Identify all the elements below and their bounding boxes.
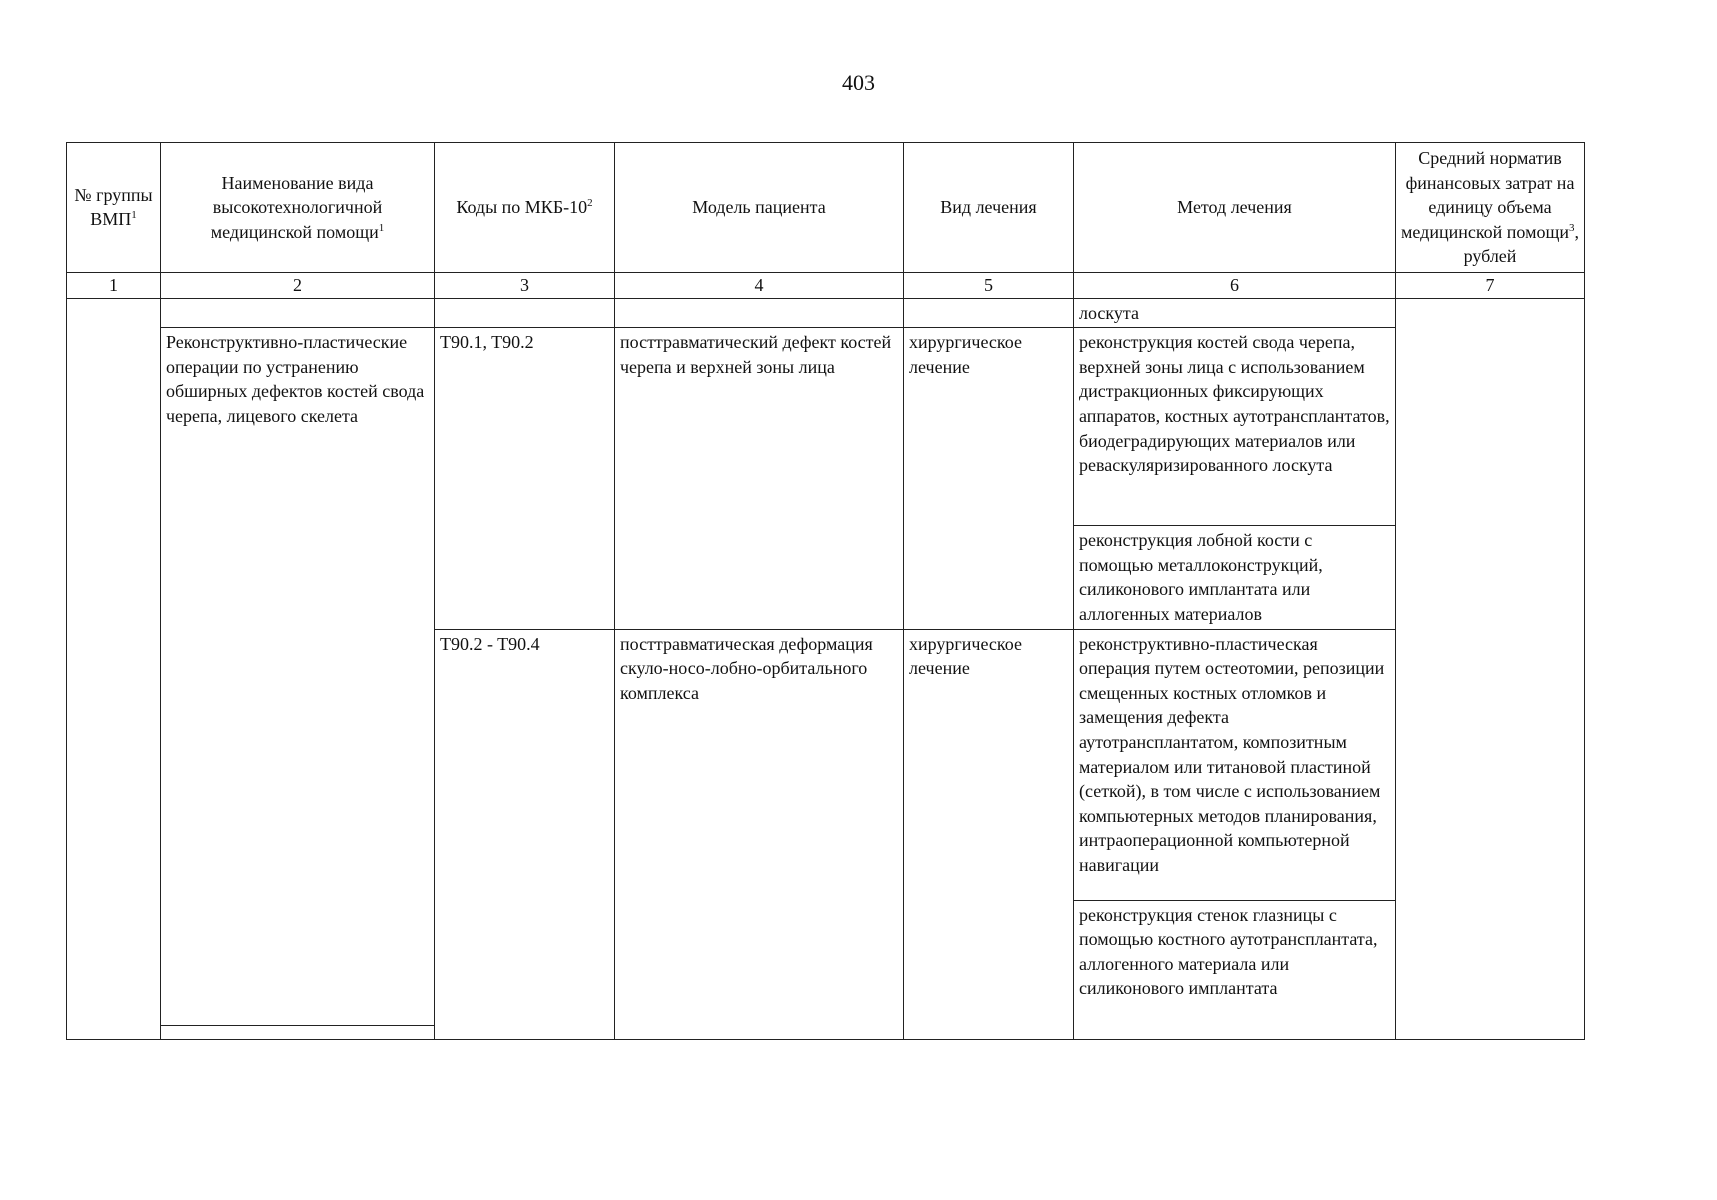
header-cell-care-type: Наименование вида высокотехнологичной медицинской помощи$^1$ [161, 143, 435, 273]
header-cell-icd-codes: Коды по МКБ-$10^2$ [435, 143, 615, 273]
table-row [67, 328, 1585, 526]
icd-codes-cell: T90.2 - T90.4 [435, 629, 615, 1039]
cell-empty [161, 298, 435, 328]
header-cell-treatment-type: Вид лечения [904, 143, 1074, 273]
column-number: 7 [1396, 272, 1585, 298]
method-cell: реконструкция стенок глазницы с помощью костного аутотрансплантата, аллогенного материала или силиконового имплантата [1074, 900, 1396, 1039]
column-number: 1 [67, 272, 161, 298]
cost-cell [1396, 298, 1585, 1039]
method-cell: лоскута [1074, 298, 1396, 328]
method-cell: реконструкция костей свода черепа, верхней зоны лица с использованием дистракционных фиксирующих аппаратов, костных аутотрансплантатов, биодеградирующих материалов или реваскуляризированного лоскута [1074, 328, 1396, 526]
header-cell-group-number: № группы ВМП$^1$ [67, 143, 161, 273]
icd-codes-cell: T90.1, T90.2 [435, 328, 615, 629]
column-number: 6 [1074, 272, 1396, 298]
vmp-table [66, 142, 1585, 1040]
cell-empty [904, 298, 1074, 328]
group-number-cell [67, 298, 161, 1039]
cell-empty [615, 298, 904, 328]
column-number: 4 [615, 272, 904, 298]
column-number-row [67, 272, 1585, 298]
table-row [67, 298, 1585, 328]
column-number: 3 [435, 272, 615, 298]
header-cell-patient-model: Модель пациента [615, 143, 904, 273]
method-cell: реконструкция лобной кости с помощью металлоконструкций, силиконового имплантата или аллогенных материалов [1074, 526, 1396, 629]
header-cell-cost-standard: Средний норматив финансовых затрат на единицу объема медицинской помощи$^3$, рублей [1396, 143, 1585, 273]
care-type-cell: Реконструктивно-пластические операции по устранению обширных дефектов костей свода черепа, лицевого скелета [161, 328, 435, 1025]
cell-empty [435, 298, 615, 328]
patient-model-cell: посттравматическая деформация скуло-носо-лобно-орбитального комплекса [615, 629, 904, 1039]
treatment-type-cell: хирургическое лечение [904, 629, 1074, 1039]
method-cell: реконструктивно-пластическая операция путем остеотомии, репозиции смещенных костных отломков и замещения дефекта аутотрансплантатом, композитным материалом или титановой пластиной (сеткой), в том числе с использованием компьютерных методов планирования, интраоперационной компьютерной навигации [1074, 629, 1396, 900]
column-number: 5 [904, 272, 1074, 298]
header-cell-treatment-method: Метод лечения [1074, 143, 1396, 273]
column-number: 2 [161, 272, 435, 298]
page-number: 403 [842, 70, 875, 95]
care-type-cell-bottom [161, 1025, 435, 1039]
treatment-type-cell: хирургическое лечение [904, 328, 1074, 629]
patient-model-cell: посттравматический дефект костей черепа и верхней зоны лица [615, 328, 904, 629]
header-row [67, 143, 1585, 273]
